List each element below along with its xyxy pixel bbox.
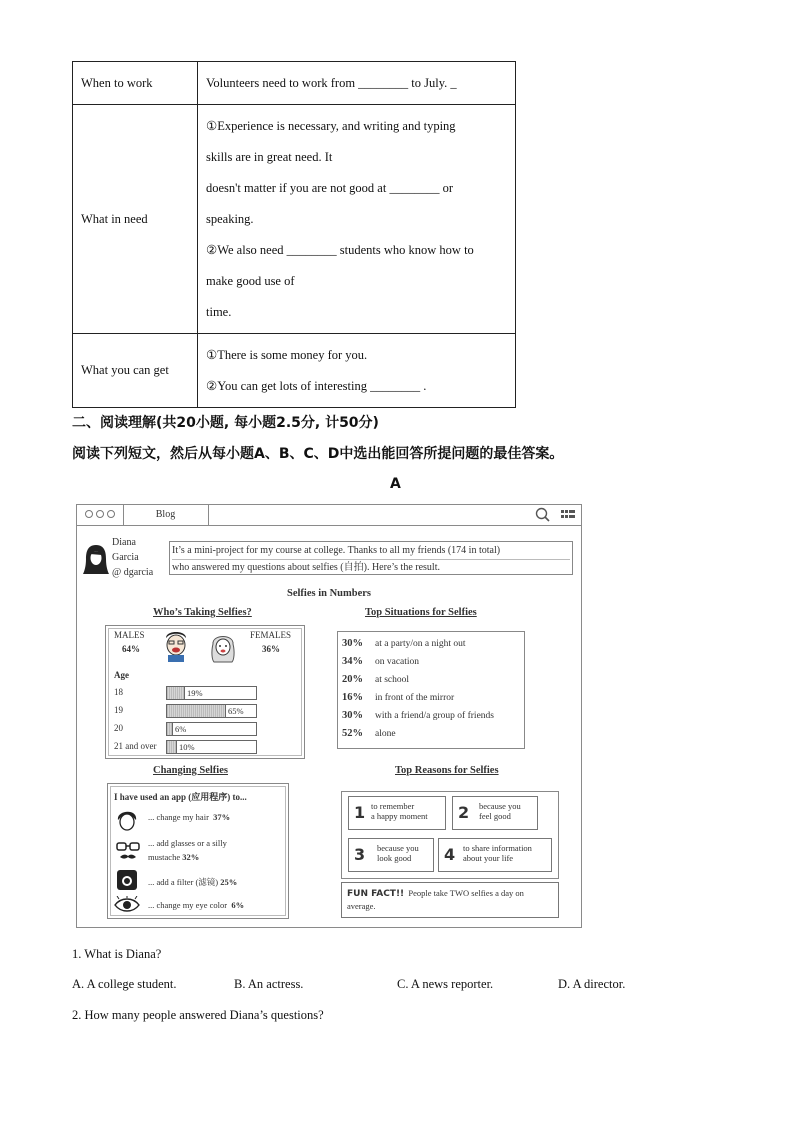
who-box — [105, 625, 305, 759]
fun-fact-text: average. — [347, 901, 376, 911]
situation-pct: 52% — [342, 728, 363, 739]
who-heading: Who’s Taking Selfies? — [153, 607, 252, 618]
situation-pct: 30% — [342, 638, 363, 649]
list-item — [342, 674, 409, 685]
infographic-title: Selfies in Numbers — [287, 588, 371, 599]
situation-text: on vacation — [375, 657, 420, 667]
list-item — [342, 692, 454, 703]
reason-text: because you feel good — [479, 801, 521, 821]
line: speaking. — [206, 211, 254, 226]
situation-text: at a party/on a night out — [375, 639, 466, 649]
age-pct: 19% — [187, 688, 203, 698]
intro-line: who answered my questions about selfies (自拍). Here’s the result. — [172, 562, 440, 573]
age-value: 19 — [114, 705, 123, 715]
option-a: A. A college student. — [72, 977, 177, 991]
reasons-heading: Top Reasons for Selfies — [395, 765, 499, 776]
situation-pct: 20% — [342, 674, 363, 685]
changing-box — [107, 783, 289, 919]
situation-text: at school — [375, 675, 410, 685]
age-pct: 10% — [179, 742, 195, 752]
line: ①Experience is necessary, and writing and typing — [206, 118, 456, 133]
situations-box — [337, 631, 525, 749]
males-label: MALES — [114, 630, 145, 640]
instruction: 阅读下列短文，然后从每小题A、B、C、D中选出能回答所提问题的最佳答案。 — [72, 446, 564, 462]
reason-number: 3 — [354, 845, 366, 864]
age-pct: 6% — [175, 724, 187, 734]
row-value: Volunteers need to work from ________ to July. _ — [198, 62, 516, 105]
author-name — [112, 535, 153, 580]
blog-tab: Blog — [123, 505, 209, 525]
fun-fact-label: FUN FACT!! — [347, 889, 405, 899]
age-bar — [166, 686, 257, 700]
app-pct: 37% — [213, 812, 231, 822]
grid-menu-icon — [561, 510, 575, 520]
line: skills are in great need. It — [206, 149, 333, 164]
app-text: ... add a filter (滤镜) — [148, 877, 219, 887]
question-stem: 1. What is Diana? — [72, 947, 162, 961]
option-b: B. An actress. — [234, 977, 304, 991]
author-handle: @ dgarcia — [112, 567, 154, 578]
age-bar — [166, 722, 257, 736]
glasses-mustache-icon — [116, 840, 140, 862]
avatar — [83, 543, 109, 575]
line: time. — [206, 304, 232, 319]
list-item — [342, 710, 494, 721]
reason-card — [438, 838, 552, 872]
reason-number: 1 — [354, 803, 366, 822]
age-value: 20 — [114, 723, 123, 733]
window-dot-icon — [107, 510, 115, 518]
situations-heading: Top Situations for Selfies — [365, 607, 477, 618]
changing-intro: I have used an app (应用程序) to... — [114, 792, 247, 802]
eye-icon — [114, 896, 140, 914]
line: ②We also need ________ students who know how to — [206, 242, 474, 257]
table-row — [73, 105, 516, 334]
situation-text: with a friend/a group of friends — [375, 711, 494, 721]
hair-icon — [116, 808, 138, 832]
line: make good use of — [206, 273, 295, 288]
reason-text: because you look good — [377, 843, 419, 863]
list-item — [342, 656, 419, 667]
age-value: 21 and over — [114, 741, 157, 751]
reason-card — [452, 796, 538, 830]
line: ②You can get lots of interesting ________ . — [206, 378, 427, 393]
reason-card — [348, 838, 434, 872]
age-bar — [166, 704, 257, 718]
situation-pct: 30% — [342, 710, 363, 721]
female-face-icon — [210, 630, 236, 664]
row-label: When to work — [73, 62, 198, 105]
passage-letter: A — [390, 476, 401, 492]
reason-text: to remember a happy moment — [371, 801, 428, 821]
line: ①There is some money for you. — [206, 347, 368, 362]
age-bar-fill — [167, 705, 226, 717]
row-label: What in need — [73, 105, 198, 334]
info-table — [72, 61, 516, 408]
window-controls — [85, 510, 115, 518]
fun-fact-text: People take TWO selfies a day on — [408, 888, 524, 898]
author-first: Diana — [112, 537, 136, 548]
reason-card — [348, 796, 446, 830]
intro-line: It’s a mini-project for my course at college. Thanks to all my friends (174 in total) — [172, 543, 570, 560]
list-item — [148, 812, 230, 822]
app-pct: 25% — [220, 877, 238, 887]
row-value — [198, 105, 516, 334]
fun-fact-box — [341, 882, 559, 918]
reasons-box — [341, 791, 559, 879]
age-pct: 65% — [228, 706, 244, 716]
intro-box — [169, 541, 573, 575]
age-label: Age — [114, 670, 129, 680]
section-heading: 二、阅读理解(共20小题, 每小题2.5分, 计50分) — [72, 415, 379, 431]
females-pct: 36% — [262, 644, 280, 654]
list-item — [148, 876, 237, 888]
situation-text: in front of the mirror — [375, 693, 455, 703]
app-pct: 6% — [231, 900, 245, 910]
age-bar-fill — [167, 741, 177, 753]
list-item — [148, 836, 227, 864]
app-pct: 32% — [182, 852, 200, 862]
situation-pct: 16% — [342, 692, 363, 703]
reason-text: to share information about your life — [463, 843, 532, 863]
option-c: C. A news reporter. — [397, 977, 494, 991]
author-last: Garcia — [112, 552, 139, 563]
list-item — [342, 728, 396, 739]
females-label: FEMALES — [250, 630, 292, 640]
app-text: ... change my hair — [148, 812, 209, 822]
males-pct: 64% — [122, 644, 140, 654]
reason-number: 4 — [444, 845, 456, 864]
row-label: What you can get — [73, 334, 198, 408]
changing-heading: Changing Selfies — [153, 765, 228, 776]
window-dot-icon — [96, 510, 104, 518]
table-row — [73, 334, 516, 408]
row-value — [198, 334, 516, 408]
camera-filter-icon — [117, 870, 137, 890]
male-face-icon — [162, 628, 190, 664]
age-bar-fill — [167, 723, 173, 735]
age-value: 18 — [114, 687, 123, 697]
question-stem: 2. How many people answered Diana’s questions? — [72, 1008, 324, 1022]
age-bar — [166, 740, 257, 754]
browser-bar — [77, 505, 581, 526]
reason-number: 2 — [458, 803, 470, 822]
table-row — [73, 62, 516, 105]
app-text: ... change my eye color — [148, 900, 228, 910]
search-icon — [535, 507, 551, 523]
app-text: ... add glasses or a silly — [148, 838, 227, 848]
option-d: D. A director. — [558, 977, 626, 991]
situation-text: alone — [375, 729, 396, 739]
situation-pct: 34% — [342, 656, 363, 667]
window-dot-icon — [85, 510, 93, 518]
age-bar-fill — [167, 687, 185, 699]
line: doesn't matter if you are not good at ________ or — [206, 180, 453, 195]
list-item — [342, 638, 466, 649]
app-text: mustache — [148, 852, 181, 862]
blog-figure — [76, 504, 582, 928]
list-item — [148, 900, 244, 910]
